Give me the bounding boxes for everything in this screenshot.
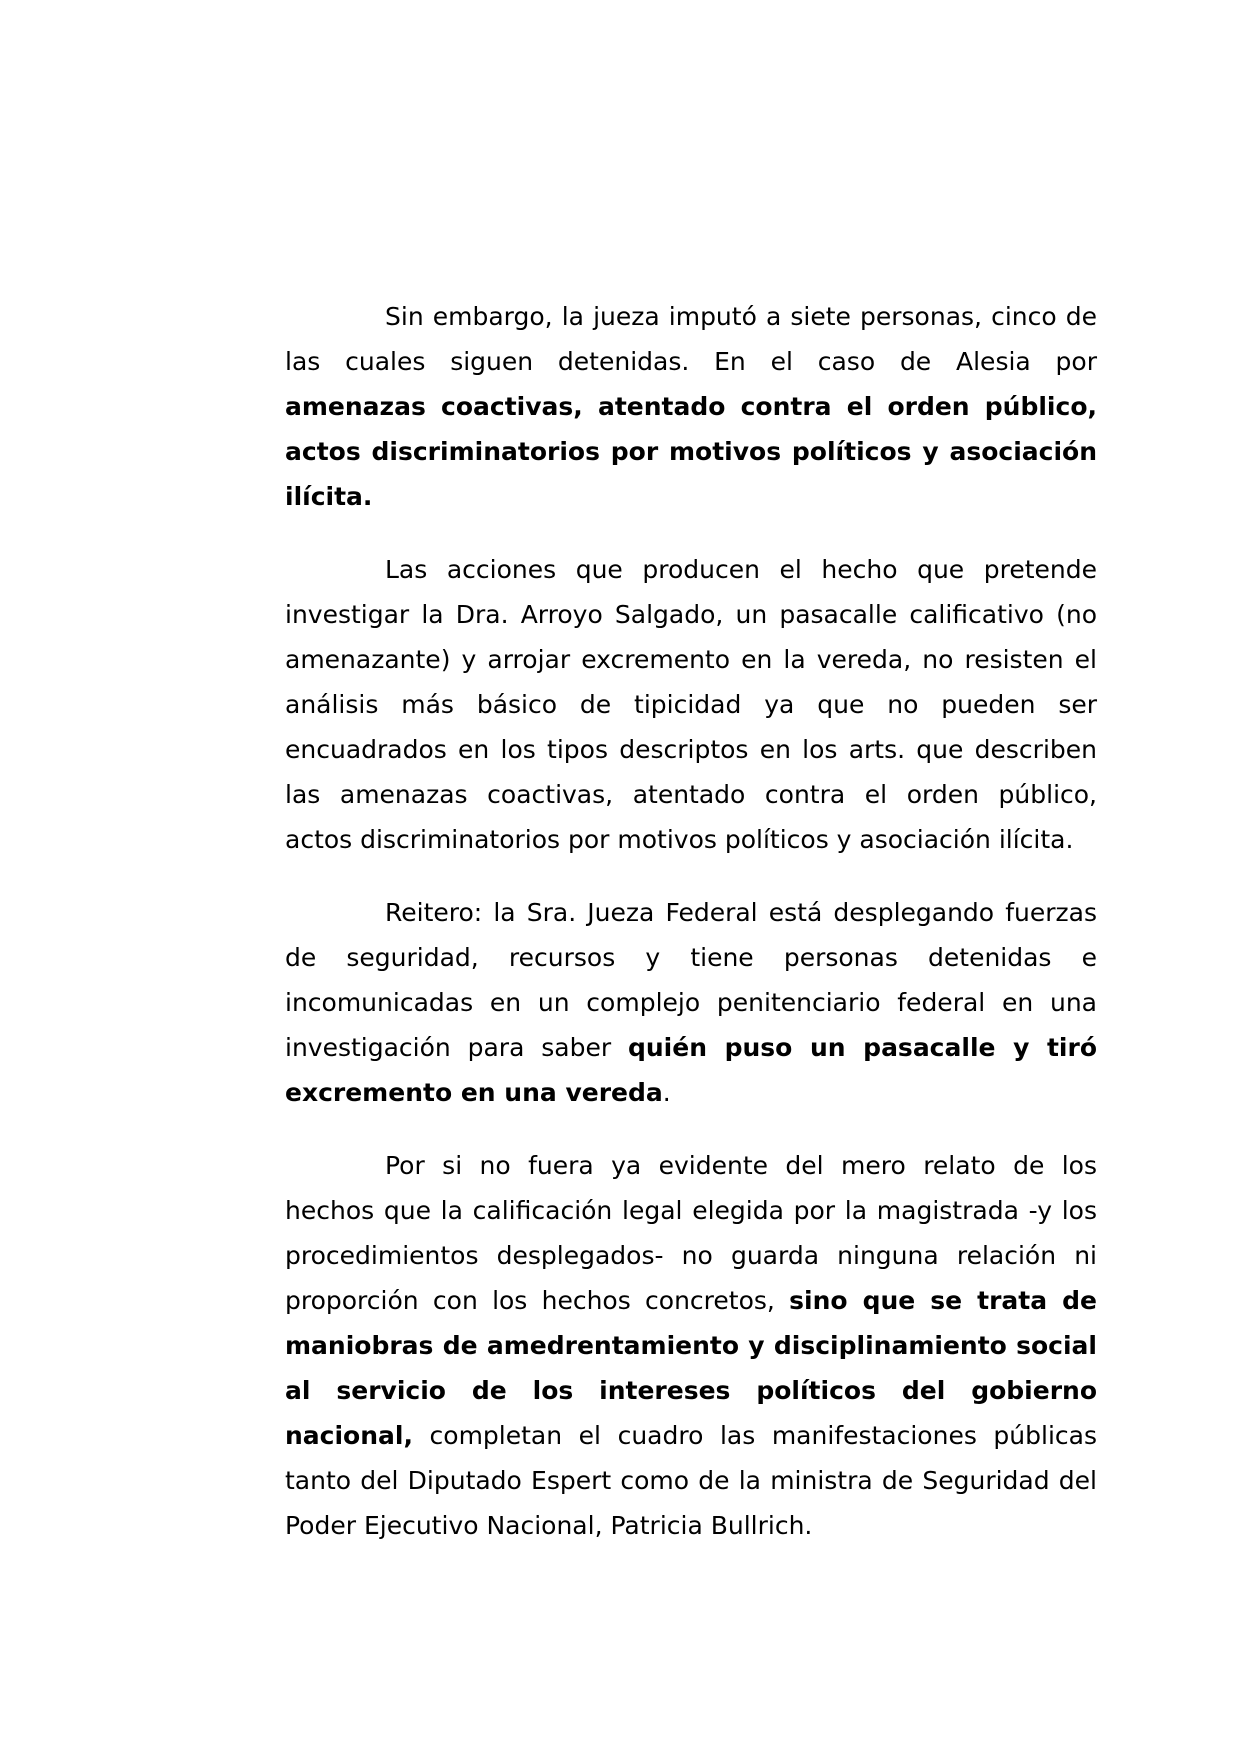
text-line: [285, 1143, 1097, 1188]
text-run: hechos que la calificación legal elegida por la magistrada -y los: [285, 1196, 1097, 1225]
text-line: [285, 429, 1097, 474]
text-run: completan el cuadro las manifestaciones públicas: [412, 1421, 1097, 1450]
text-run: Reitero: la Sra. Jueza Federal está desplegando fuerzas: [385, 898, 1097, 927]
text-run: actos discriminatorios por motivos políticos y asociación ilícita.: [285, 825, 1074, 854]
text-run: Poder Ejecutivo Nacional, Patricia Bullrich.: [285, 1511, 813, 1540]
text-line: [285, 637, 1097, 682]
bold-text-run: al servicio de los intereses políticos del gobierno: [285, 1376, 1097, 1405]
bold-text-run: excremento en una vereda: [285, 1078, 663, 1107]
text-run: proporción con los hechos concretos,: [285, 1286, 790, 1315]
text-line: [285, 474, 1097, 519]
text-line: [285, 294, 1097, 339]
text-run: las amenazas coactivas, atentado contra el orden público,: [285, 780, 1097, 809]
text-run: incomunicadas en un complejo penitenciario federal en una: [285, 988, 1097, 1017]
text-line: [285, 682, 1097, 727]
text-line: [285, 592, 1097, 637]
text-line: [285, 890, 1097, 935]
document-text-block: [285, 294, 1097, 1576]
bold-text-run: ilícita.: [285, 482, 373, 511]
bold-text-run: quién puso un pasacalle y tiró: [627, 1033, 1098, 1062]
text-run: investigación para saber: [285, 1033, 628, 1062]
text-line: [285, 1025, 1097, 1070]
text-run: Las acciones que producen el hecho que pretende: [385, 555, 1097, 584]
paragraph: [285, 547, 1097, 862]
text-run: las cuales siguen detenidas. En el caso de Alesia por: [285, 347, 1097, 376]
text-run: investigar la Dra. Arroyo Salgado, un pasacalle calificativo (no: [285, 600, 1097, 629]
text-run: amenazante) y arrojar excremento en la vereda, no resisten el: [285, 645, 1097, 674]
text-line: [285, 1323, 1097, 1368]
text-line: [285, 980, 1097, 1025]
text-run: tanto del Diputado Espert como de la ministra de Seguridad del: [285, 1466, 1097, 1495]
paragraph: [285, 1143, 1097, 1548]
text-run: procedimientos desplegados- no guarda ninguna relación ni: [285, 1241, 1097, 1270]
text-run: encuadrados en los tipos descriptos en los arts. que describen: [285, 735, 1097, 764]
text-line: [285, 1233, 1097, 1278]
text-line: [285, 727, 1097, 772]
text-line: [285, 1503, 1097, 1548]
text-line: [285, 1458, 1097, 1503]
text-line: [285, 339, 1097, 384]
text-line: [285, 1368, 1097, 1413]
bold-text-run: actos discriminatorios por motivos políticos y asociación: [285, 437, 1097, 466]
paragraph: [285, 294, 1097, 519]
text-line: [285, 1278, 1097, 1323]
text-line: [285, 1070, 1097, 1115]
text-run: Por si no fuera ya evidente del mero relato de los: [385, 1151, 1097, 1180]
text-line: [285, 1413, 1097, 1458]
text-line: [285, 817, 1097, 862]
text-line: [285, 384, 1097, 429]
text-line: [285, 1188, 1097, 1233]
bold-text-run: amenazas coactivas, atentado contra el orden público,: [285, 392, 1097, 421]
bold-text-run: maniobras de amedrentamiento y disciplinamiento social: [285, 1331, 1097, 1360]
paragraph: [285, 890, 1097, 1115]
text-line: [285, 547, 1097, 592]
text-line: [285, 935, 1097, 980]
text-run: .: [662, 1078, 671, 1107]
text-run: Sin embargo, la jueza imputó a siete personas, cinco de: [385, 302, 1097, 331]
text-line: [285, 772, 1097, 817]
text-run: análisis más básico de tipicidad ya que no pueden ser: [285, 690, 1097, 719]
bold-text-run: nacional,: [285, 1421, 413, 1450]
bold-text-run: sino que se trata de: [789, 1286, 1098, 1315]
text-run: de seguridad, recursos y tiene personas detenidas e: [285, 943, 1097, 972]
